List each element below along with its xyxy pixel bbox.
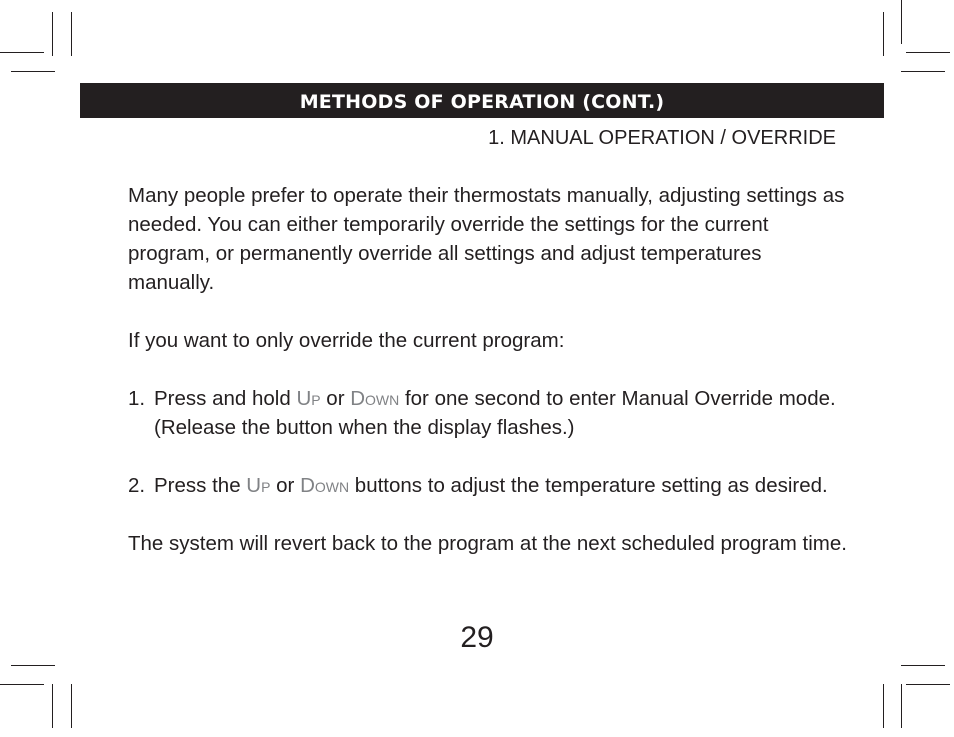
crop-mark — [901, 0, 902, 44]
step-number: 2. — [128, 474, 146, 497]
crop-mark — [71, 684, 72, 728]
crop-mark — [52, 12, 53, 56]
closing-paragraph: The system will revert back to the program at the next scheduled program time. — [128, 532, 847, 555]
crop-mark — [11, 71, 55, 72]
crop-mark — [0, 684, 44, 685]
crop-mark — [906, 684, 950, 685]
step-text: Press the Up or Down buttons to adjust the temperature setting as desired. — [154, 474, 828, 497]
crop-mark — [883, 12, 884, 56]
lead-in-paragraph: If you want to only override the current program: — [128, 329, 565, 352]
down-button-label: Down — [350, 387, 400, 410]
page-body — [128, 181, 848, 558]
intro-paragraph: Many people prefer to operate their thermostats manually, adjusting settings as needed. You can either temporarily override the settings for the current program, or permanently override all settings and adjust temperatures manually. — [128, 184, 845, 294]
crop-mark — [71, 12, 72, 56]
crop-mark — [901, 665, 945, 666]
crop-mark — [906, 52, 950, 53]
step-item — [128, 384, 848, 442]
crop-mark — [901, 684, 902, 728]
up-button-label: Up — [296, 387, 321, 410]
up-button-label: Up — [246, 474, 271, 497]
section-subtitle: 1. MANUAL OPERATION / OVERRIDE — [488, 127, 836, 149]
page-number: 29 — [460, 621, 494, 654]
step-item — [128, 471, 848, 500]
crop-mark — [901, 71, 945, 72]
section-title: METHODS OF OPERATION (CONT.) — [299, 91, 665, 113]
crop-mark — [11, 665, 55, 666]
crop-mark — [883, 684, 884, 728]
crop-mark — [0, 52, 44, 53]
step-text: Press and hold Up or Down for one second to enter Manual Override mode. (Release the button when the display flashes.) — [154, 387, 836, 439]
step-number: 1. — [128, 387, 146, 410]
crop-mark — [52, 684, 53, 728]
section-header-bar — [80, 83, 884, 118]
down-button-label: Down — [300, 474, 350, 497]
